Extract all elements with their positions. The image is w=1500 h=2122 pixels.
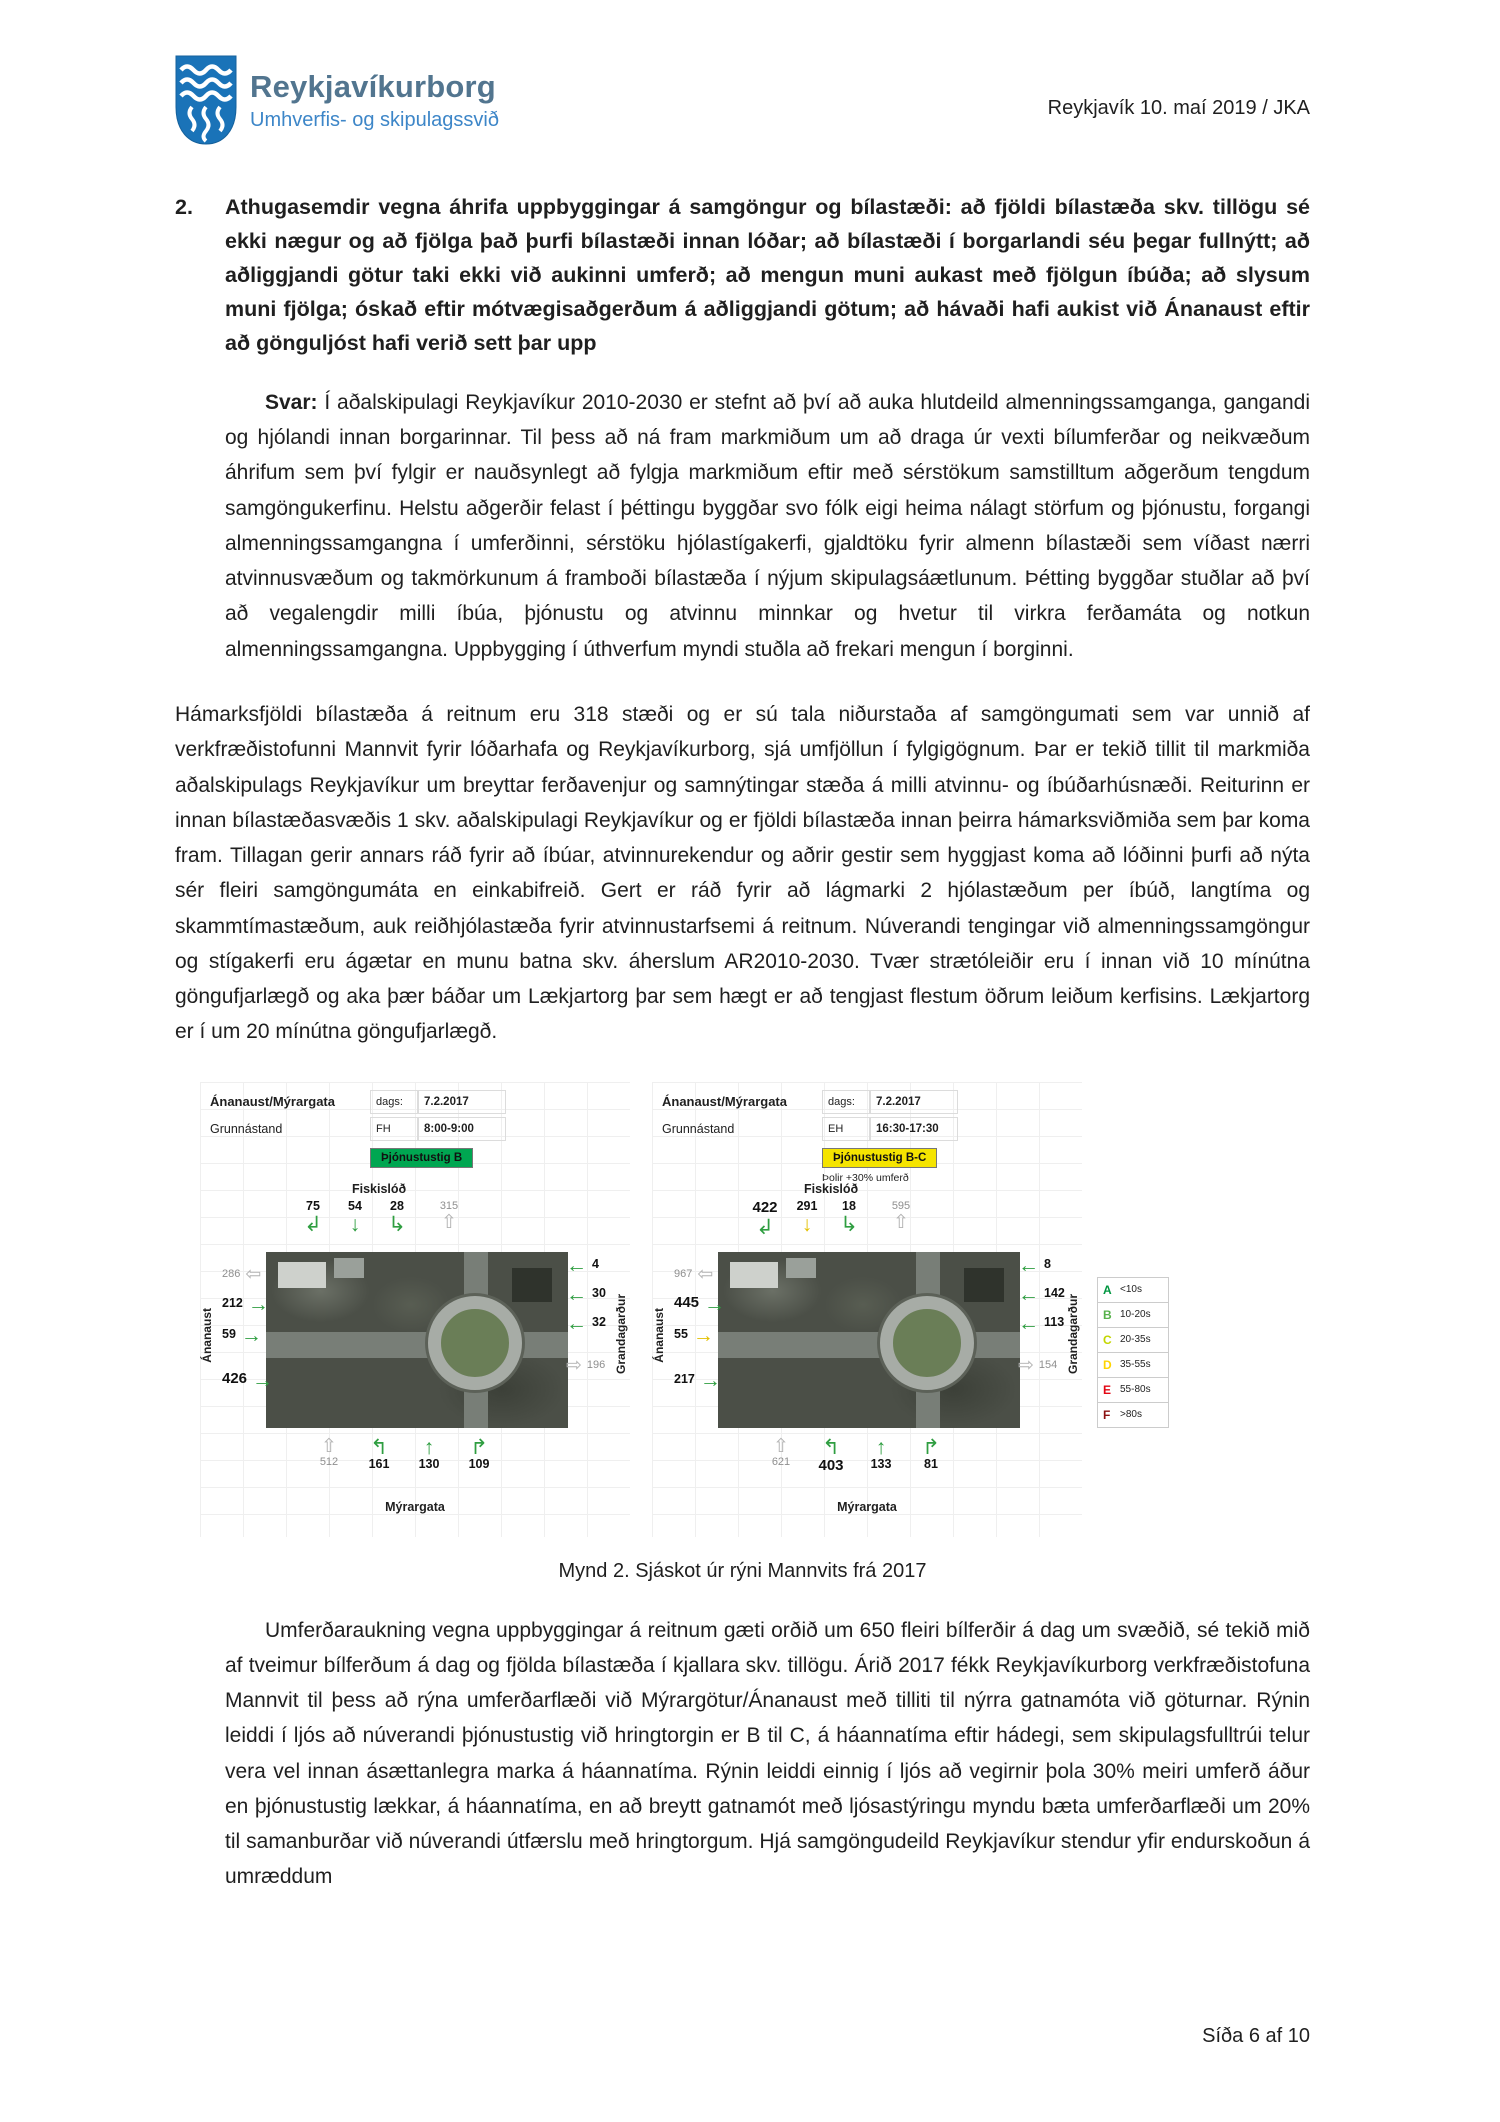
traffic-count-left: [222, 1264, 261, 1284]
flow-counts-right: [1018, 1254, 1065, 1375]
turn-left-arrow-icon: ↲: [756, 1216, 774, 1240]
legend-range: 55-80s: [1120, 1384, 1151, 1396]
right-arrow-icon: →: [699, 1368, 721, 1392]
traffic-count-value: 30: [592, 1285, 606, 1300]
traffic-count-value: 403: [818, 1456, 844, 1474]
turn-up-right-arrow-icon: ↱: [922, 1435, 940, 1459]
building-block: [964, 1268, 1004, 1302]
traffic-count-bottom: [814, 1436, 848, 1475]
right-arrow-icon: →: [247, 1292, 269, 1316]
traffic-count-value: 32: [592, 1314, 606, 1329]
logo-text: [250, 55, 499, 132]
period-label: EH: [822, 1117, 870, 1141]
figure-caption: Mynd 2. Sjáskot úr rýni Mannvits frá 2017: [558, 1559, 927, 1582]
traffic-count-left: [222, 1293, 269, 1315]
traffic-count-bottom: [312, 1436, 346, 1472]
traffic-count-left: [674, 1264, 713, 1284]
road-horizontal: [266, 1332, 568, 1358]
traffic-count-top: [832, 1200, 866, 1239]
traffic-count-top: [432, 1200, 466, 1236]
legend-range: 35-55s: [1120, 1359, 1151, 1371]
traffic-count-value: 512: [319, 1455, 339, 1468]
org-name: Reykjavíkurborg: [250, 69, 496, 104]
left-arrow-icon: ←: [1018, 1311, 1039, 1335]
traffic-count-value: 28: [390, 1198, 404, 1213]
down-arrow-icon: ↓: [349, 1213, 361, 1237]
section-heading-text: Athugasemdir vegna áhrifa uppbyggingar á samgöngur og bílastæði: að fjöldi bílastæða skv. tillögu sé ekki nægur og að fjölga það þurfi bílastæði innan lóðar; að bílastæði í borgarlandi séu þegar fullnýtt; að aðliggjandi götur taki ekki við aukinni umferð; að mengun muni aukast með fjölgun íbúða; að slysum muni fjölga; óskað eftir mótvægisaðgerðum á aðliggjandi götum; að hávaði hafi aukist við Ánanaust eftir að gönguljóst hafi verið sett þar upp: [225, 195, 1310, 355]
legend-range: 20-35s: [1120, 1334, 1151, 1346]
flow-counts-left: [674, 1264, 725, 1391]
panel-subtitle: Grunnástand: [662, 1121, 735, 1136]
turn-right-arrow-icon: ↳: [388, 1213, 406, 1237]
traffic-count-value: 142: [1044, 1285, 1065, 1300]
traffic-count-left: [674, 1369, 721, 1391]
traffic-count-top: [380, 1200, 414, 1236]
building-block: [334, 1258, 364, 1278]
up-hollow-arrow-icon: ⇧: [321, 1435, 337, 1457]
traffic-count-value: 161: [368, 1456, 390, 1471]
right-arrow-icon: →: [692, 1323, 714, 1347]
road-label-top: Fiskislóð: [804, 1181, 859, 1196]
traffic-count-top: [748, 1200, 782, 1239]
building-block: [730, 1262, 778, 1288]
up-hollow-arrow-icon: ⇧: [773, 1435, 789, 1457]
traffic-count-value: 130: [418, 1456, 440, 1471]
traffic-panel-morning: [200, 1082, 630, 1537]
answer-label: Svar:: [265, 390, 318, 414]
legend-row: [1097, 1377, 1169, 1403]
answer-paragraph: [225, 385, 1310, 667]
traffic-count-value: 212: [222, 1295, 243, 1310]
section-number: 2.: [175, 195, 193, 219]
traffic-count-value: 59: [222, 1326, 236, 1341]
up-hollow-arrow-icon: ⇧: [893, 1211, 909, 1233]
road-label-left: Ánanaust: [200, 1307, 214, 1363]
legend-range: >80s: [1120, 1409, 1142, 1421]
flow-counts-top: [296, 1200, 466, 1236]
traffic-count-right: [1018, 1355, 1057, 1375]
traffic-count-value: 133: [870, 1456, 892, 1471]
left-hollow-arrow-icon: ⇦: [245, 1263, 262, 1285]
traffic-panel-evening: [652, 1082, 1082, 1537]
traffic-count-top: [296, 1200, 330, 1236]
traffic-count-value: 621: [771, 1455, 791, 1468]
legend-row: [1097, 1402, 1169, 1428]
traffic-count-value: 217: [674, 1371, 695, 1386]
answer-text: Í aðalskipulagi Reykjavíkur 2010-2030 er stefnt að því að auka hlutdeild almenningssamganga, gangandi og hjólandi innan borgarinnar. Til þess að ná fram markmiðum um að draga úr vexti bílumferðar og neikvæðum áhrifum sem því fylgir er nauðsynlegt að fylgja markmiðum eftir með sérstökum samstilltum aðgerðum tengdum samgöngukerfinu. Helstu aðgerðir felast í þéttingu byggðar svo fólk eigi heima nálagt störfum og þjónustu, forgangi almenningssamgangna í umferðinni, sérstöku hjólastígakerfi, gjaldtöku fyrir almenn bílastæði sem víðast nærri atvinnusvæðum og takmörkunum á framboði bílastæða í nýjum skipulagsáætlunum. Þétting byggðar stuðlar að því að vegalengdir milli íbúa, þjónustu og atvinnu minnkar og hvetur til virkra ferðamáta og notkun almenningssamgangna. Uppbygging í úthverfum myndi stuðla að frekari mengun í borginni.: [225, 390, 1310, 661]
traffic-count-value: 81: [924, 1456, 938, 1471]
date-label: dags:: [370, 1090, 418, 1114]
period-value: 16:30-17:30: [870, 1117, 958, 1141]
building-block: [786, 1258, 816, 1278]
traffic-count-top: [338, 1200, 372, 1236]
right-arrow-icon: →: [252, 1368, 274, 1392]
aerial-photo: [718, 1252, 1020, 1428]
traffic-count-top: [884, 1200, 918, 1239]
service-level-badge: Þjónustustig B: [370, 1148, 473, 1168]
legend-row: [1097, 1352, 1169, 1378]
traffic-count-top: [790, 1200, 824, 1239]
legend-row: [1097, 1277, 1169, 1303]
right-arrow-icon: →: [240, 1323, 262, 1347]
traffic-count-value: 445: [674, 1294, 700, 1312]
traffic-count-value: 113: [1044, 1314, 1065, 1329]
legend-letter: F: [1103, 1407, 1111, 1422]
left-hollow-arrow-icon: ⇦: [697, 1263, 714, 1285]
left-arrow-icon: ←: [566, 1282, 587, 1306]
panel-title: Ánanaust/Mýrargata: [210, 1094, 335, 1110]
flow-counts-right: [566, 1254, 606, 1375]
traffic-count-value: 315: [439, 1199, 459, 1212]
turn-right-arrow-icon: ↳: [840, 1213, 858, 1237]
right-hollow-arrow-icon: ⇨: [566, 1354, 582, 1376]
traffic-count-bottom: [914, 1436, 948, 1475]
panel-title: Ánanaust/Mýrargata: [662, 1094, 787, 1110]
traffic-count-right: [566, 1312, 606, 1334]
right-arrow-icon: →: [704, 1292, 726, 1316]
traffic-count-bottom: [412, 1436, 446, 1472]
traffic-count-right: [566, 1355, 605, 1375]
traffic-count-left: [674, 1293, 725, 1315]
down-arrow-icon: ↓: [801, 1213, 813, 1237]
traffic-count-right: [1018, 1283, 1065, 1305]
legend-letter: D: [1103, 1357, 1112, 1372]
flow-counts-top: [748, 1200, 918, 1239]
turn-up-left-arrow-icon: ↰: [370, 1435, 388, 1459]
traffic-count-value: 154: [1038, 1358, 1058, 1371]
legend-letter: E: [1103, 1382, 1112, 1397]
org-department: Umhverfis- og skipulagssvið: [250, 109, 499, 131]
panel-subtitle: Grunnástand: [210, 1121, 283, 1136]
document-date-line: Reykjavík 10. maí 2019 / JKA: [1047, 97, 1310, 119]
traffic-count-left: [222, 1369, 273, 1391]
traffic-count-value: 595: [891, 1199, 911, 1212]
traffic-figure: [175, 1082, 1310, 1583]
turn-left-arrow-icon: ↲: [304, 1213, 322, 1237]
traffic-count-bottom: [362, 1436, 396, 1472]
traffic-count-value: 286: [222, 1267, 241, 1280]
road-label-top: Fiskislóð: [352, 1181, 407, 1196]
date-value: 7.2.2017: [418, 1090, 506, 1114]
traffic-count-value: 426: [222, 1370, 248, 1388]
legend-range: <10s: [1120, 1284, 1142, 1296]
turn-up-left-arrow-icon: ↰: [822, 1435, 840, 1459]
body-paragraph-1: Hámarksfjöldi bílastæða á reitnum eru 318 stæði og er sú tala niðurstaða af samgöngumati sem var unnið af verkfræðistofunni Mannvit fyrir lóðarhafa og Reykjavíkurborg, sjá umfjöllun í fylgigögnum. Þar er tekið tillit til markmiða aðalskipulags Reykjavíkur um breyttar ferðavenjur og samnýtingar stæða á milli atvinnu- og íbúðarhúsnæði. Reiturinn er innan bílastæðasvæðis 1 skv. aðalskipulagi Reykjavíkur og er fjöldi bílastæða innan þeirra hámarksviðmiða sem þar koma fram. Tillagan gerir annars ráð fyrir að íbúar, atvinnurekendur og aðrir gestir sem hyggjast koma að lóðinni þurfi að nýta sér fleiri samgöngumáta en einkabifreið. Gert er ráð fyrir að lágmarki 2 hjólastæðum per íbúð, langtíma og skammtímastæðum, auk reiðhjólastæða fyrir atvinnustarfsemi á reitnum. Núverandi tengingar við almenningssamgöngur og stígakerfi eru ágætar en munu batna skv. áherslum AR2010-2030. Tvær strætóleiðir eru í innan við 10 mínútna göngufjarlægð og aka þær báðar um Lækjartorg þar sem hægt er að tengjast flestum öðrum leiðum kerfisins. Lækjartorg er í um 20 mínútna göngufjarlægð.: [175, 702, 1310, 1044]
period-value: 8:00-9:00: [418, 1117, 506, 1141]
legend-letter: B: [1103, 1307, 1112, 1322]
date-label: dags:: [822, 1090, 870, 1114]
road-label-bottom: Mýrargata: [385, 1499, 445, 1514]
legend-row: [1097, 1327, 1169, 1353]
panel-header: [210, 1090, 512, 1172]
traffic-count-value: 75: [306, 1198, 320, 1213]
section-heading: [175, 191, 1310, 361]
roundabout: [880, 1296, 974, 1390]
traffic-count-bottom: [764, 1436, 798, 1475]
traffic-count-right: [566, 1254, 599, 1276]
traffic-count-value: 55: [674, 1326, 688, 1341]
legend-range: 10-20s: [1120, 1309, 1151, 1321]
body-paragraph-2: Umferðaraukning vegna uppbyggingar á reitnum gæti orðið um 650 fleiri bílferðir á dag um svæðið, sé tekið mið af tveimur bílferðum á dag og fjölda bílastæða í kjallara skv. tillögu. Árið 2017 fékk Reykjavíkurborg verkfræðistofuna Mannvit til þess að rýna umferðarflæði við Mýrargötur/Ánanaust með tilliti til nýrra gatnamóta við göturnar. Rýnin leiddi í ljós að núverandi þjónustustig við hringtorgin er B til C, á háannatíma eftir hádegi, sem skipulagsfulltrúi telur vera vel innan ásættanlegra marka á háannatíma. Rýnin leiddi einnig í ljós að vegirnir þola 30% meiri umferð áður en þjónustustig lækkar, á háannatíma, en að breytt gatnamót með ljósastýringu myndu bæta umferðarflæði um 20% til samanburðar við núverandi útfærslu með hringtorgum. Hjá samgöngudeild Reykjavíkur stendur yfir endurskoðun á umræddum: [225, 1618, 1310, 1889]
traffic-count-bottom: [864, 1436, 898, 1475]
road-label-bottom: Mýrargata: [837, 1499, 897, 1514]
traffic-count-right: [566, 1283, 606, 1305]
road-horizontal: [718, 1332, 1020, 1358]
legend-row: [1097, 1302, 1169, 1328]
up-arrow-icon: ↑: [875, 1435, 887, 1459]
traffic-count-value: 967: [674, 1267, 693, 1280]
flow-counts-bottom: [312, 1436, 496, 1472]
traffic-count-left: [222, 1324, 262, 1346]
reykjavik-logo: [175, 55, 499, 145]
traffic-count-value: 291: [796, 1198, 818, 1213]
traffic-count-value: 4: [592, 1256, 599, 1271]
roundabout: [428, 1296, 522, 1390]
up-hollow-arrow-icon: ⇧: [441, 1211, 457, 1233]
road-label-right: Grandagarður: [614, 1293, 628, 1374]
traffic-count-value: 8: [1044, 1256, 1051, 1271]
traffic-panels: [200, 1082, 1175, 1544]
flow-counts-left: [222, 1264, 273, 1391]
flow-counts-bottom: [764, 1436, 948, 1475]
left-arrow-icon: ←: [566, 1311, 587, 1335]
traffic-count-value: 422: [752, 1198, 778, 1216]
traffic-count-value: 109: [468, 1456, 490, 1471]
document-header: [175, 55, 1310, 145]
left-arrow-icon: ←: [1018, 1253, 1039, 1277]
date-value: 7.2.2017: [870, 1090, 958, 1114]
traffic-count-value: 196: [586, 1358, 606, 1371]
up-arrow-icon: ↑: [423, 1435, 435, 1459]
road-label-right: Grandagarður: [1066, 1293, 1080, 1374]
left-arrow-icon: ←: [566, 1253, 587, 1277]
legend-letter: A: [1103, 1282, 1112, 1297]
legend-letter: C: [1103, 1332, 1112, 1347]
traffic-count-left: [674, 1324, 714, 1346]
right-hollow-arrow-icon: ⇨: [1018, 1354, 1034, 1376]
road-label-left: Ánanaust: [652, 1307, 666, 1363]
service-level-badge: Þjónustustig B-C: [822, 1148, 937, 1168]
building-block: [512, 1268, 552, 1302]
traffic-count-bottom: [462, 1436, 496, 1472]
los-legend: [1097, 1278, 1169, 1428]
traffic-count-right: [1018, 1312, 1064, 1334]
turn-up-right-arrow-icon: ↱: [470, 1435, 488, 1459]
left-arrow-icon: ←: [1018, 1282, 1039, 1306]
traffic-count-value: 18: [842, 1198, 856, 1213]
capacity-note: Þolir +30% umferð: [822, 1171, 909, 1184]
traffic-count-value: 54: [348, 1198, 362, 1213]
period-label: FH: [370, 1117, 418, 1141]
traffic-count-right: [1018, 1254, 1051, 1276]
reykjavik-crest-icon: [175, 55, 237, 145]
panel-header: [662, 1090, 964, 1184]
building-block: [278, 1262, 326, 1288]
aerial-photo: [266, 1252, 568, 1428]
page-number: Síða 6 af 10: [1202, 2025, 1310, 2047]
